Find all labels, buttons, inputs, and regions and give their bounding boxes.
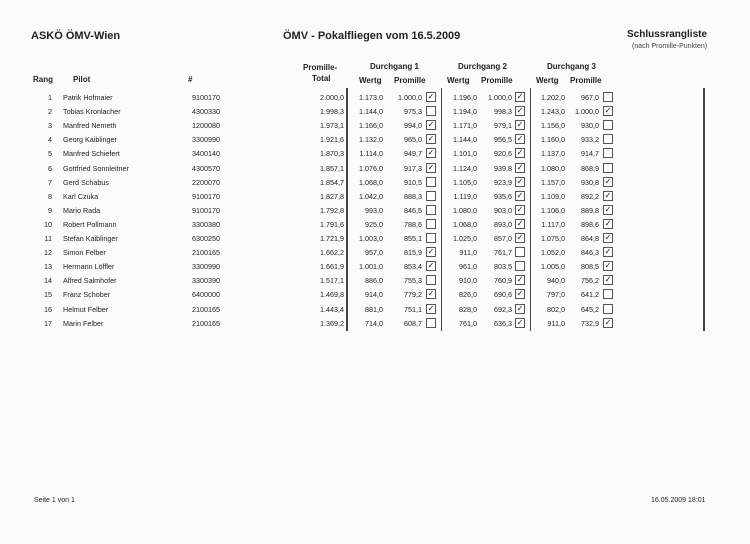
row-round1-promille: 855,1 [404, 234, 422, 243]
round1-counted-checkbox[interactable] [426, 148, 436, 158]
row-round1-score: 1.166,0 [359, 121, 383, 131]
row-round1-promille: 853,4 [404, 262, 422, 272]
page-count: Seite 1 von 1 [34, 497, 75, 504]
checkmark-icon: ✓ [427, 261, 435, 271]
row-round1-score: 957,0 [365, 248, 383, 258]
row-rank: 17 [44, 318, 52, 328]
round1-counted-checkbox[interactable] [426, 92, 436, 102]
round1-score-header: Wertg [359, 76, 382, 85]
checkmark-icon: ✓ [427, 303, 435, 313]
row-round1-promille: 917,3 [404, 163, 422, 173]
row-round1-score: 925,0 [365, 219, 383, 229]
row-pilot: Georg Kaiblinger [63, 135, 117, 145]
row-total: 1.998,3 [320, 107, 344, 117]
final-ranking-title: Schlussrangliste [627, 29, 708, 40]
row-round2-promille: 956,5 [494, 135, 512, 145]
row-round1-score: 1.003,0 [359, 234, 383, 243]
row-round2-promille: 923,9 [494, 177, 512, 187]
row-round3-promille: 914,7 [581, 149, 599, 159]
round3-counted-checkbox[interactable] [603, 318, 613, 328]
page-title: ÖMV - Pokalfliegen vom 16.5.2009 [283, 30, 461, 42]
row-pilot: Marin Felber [63, 318, 104, 328]
round3-counted-checkbox[interactable] [603, 275, 613, 285]
row-round3-score: 1.160,0 [541, 135, 565, 145]
checkmark-icon: ✓ [516, 303, 524, 313]
table-row [0, 273, 750, 287]
row-round1-promille: 1.000,0 [398, 93, 422, 102]
round1-counted-checkbox[interactable] [426, 120, 436, 130]
checkmark-icon: ✓ [604, 275, 612, 285]
row-round1-score: 1.114,0 [359, 149, 383, 159]
table-row [0, 146, 750, 160]
row-round2-score: 1.101,0 [453, 149, 477, 159]
row-round1-promille: 846,5 [404, 205, 422, 215]
row-round1-score: 1.001,0 [359, 262, 383, 272]
round2-counted-checkbox[interactable] [515, 304, 525, 314]
table-row [0, 161, 750, 175]
col-number-header: # [188, 75, 193, 84]
row-total: 1.369,2 [320, 318, 344, 328]
table-row [0, 287, 750, 301]
checkmark-icon: ✓ [427, 92, 435, 101]
round3-counted-checkbox[interactable] [603, 191, 613, 201]
row-round3-promille: 645,2 [581, 304, 599, 314]
row-round1-score: 1.076,0 [359, 163, 383, 173]
row-round2-promille: 857,0 [494, 234, 512, 243]
round3-counted-checkbox[interactable] [603, 247, 613, 257]
round3-promille-header: Promille [570, 76, 602, 85]
row-round1-promille: 788,6 [404, 219, 422, 229]
row-pilot: Mario Rada [63, 205, 101, 215]
row-round1-score: 1.068,0 [359, 177, 383, 187]
round1-counted-checkbox[interactable] [426, 233, 436, 243]
row-round1-score: 1.042,0 [359, 191, 383, 201]
row-round2-score: 1.025,0 [453, 234, 477, 243]
checkmark-icon: ✓ [427, 247, 435, 257]
row-pilot: Helmut Felber [63, 304, 109, 314]
row-round2-promille: 690,6 [494, 290, 512, 300]
row-rank: 15 [44, 290, 52, 300]
round3-counted-checkbox[interactable] [603, 177, 613, 187]
row-round3-score: 1.052,0 [541, 248, 565, 258]
round3-counted-checkbox[interactable] [603, 134, 613, 144]
row-round2-score: 911,0 [459, 248, 477, 258]
round3-counted-checkbox[interactable] [603, 261, 613, 271]
row-rank: 14 [44, 276, 52, 286]
round2-counted-checkbox[interactable] [515, 120, 525, 130]
row-pilot: Stefan Kaiblinger [63, 234, 118, 243]
round2-counted-checkbox[interactable] [515, 177, 525, 187]
round2-header: Durchgang 2 [458, 62, 507, 71]
round3-counted-checkbox[interactable] [603, 304, 613, 314]
round1-counted-checkbox[interactable] [426, 134, 436, 144]
row-round2-score: 1.068,0 [453, 219, 477, 229]
row-round3-promille: 898,6 [581, 219, 599, 229]
row-number: 3300990 [192, 135, 220, 145]
row-round3-score: 1.005,0 [541, 262, 565, 272]
row-number: 9100170 [192, 93, 220, 102]
row-total: 1.857,1 [320, 163, 344, 173]
row-rank: 7 [48, 177, 52, 187]
row-rank: 2 [48, 107, 52, 117]
club-name: ASKÖ ÖMV-Wien [31, 30, 121, 42]
checkmark-icon: ✓ [516, 92, 524, 101]
round2-counted-checkbox[interactable] [515, 205, 525, 215]
round3-counted-checkbox[interactable] [603, 163, 613, 173]
checkmark-icon: ✓ [604, 106, 612, 116]
row-round2-score: 1.171,0 [453, 121, 477, 131]
round2-counted-checkbox[interactable] [515, 163, 525, 173]
checkmark-icon: ✓ [516, 233, 524, 242]
row-round3-promille: 930,0 [581, 121, 599, 131]
checkmark-icon: ✓ [604, 176, 612, 186]
round2-promille-header: Promille [481, 76, 513, 85]
round1-counted-checkbox[interactable] [426, 205, 436, 215]
checkmark-icon: ✓ [604, 317, 612, 327]
row-pilot: Gottfried Sonnleitner [63, 163, 129, 173]
row-round2-score: 961,0 [459, 262, 477, 272]
round2-counted-checkbox[interactable] [515, 275, 525, 285]
row-round2-score: 1.119,0 [453, 191, 477, 201]
round2-counted-checkbox[interactable] [515, 191, 525, 201]
row-round3-score: 940,0 [547, 276, 565, 286]
round2-counted-checkbox[interactable] [515, 261, 525, 271]
row-round3-promille: 892,2 [581, 191, 599, 201]
row-round2-promille: 920,6 [494, 149, 512, 159]
row-round3-score: 802,0 [547, 304, 565, 314]
row-round2-promille: 692,3 [494, 304, 512, 314]
row-round3-score: 797,0 [547, 290, 565, 300]
row-round3-score: 1.137,0 [541, 149, 565, 159]
round3-counted-checkbox[interactable] [603, 92, 613, 102]
checkmark-icon: ✓ [427, 289, 435, 299]
checkmark-icon: ✓ [604, 218, 612, 228]
checkmark-icon: ✓ [427, 134, 435, 144]
row-number: 2100165 [192, 248, 220, 258]
checkmark-icon: ✓ [604, 190, 612, 200]
table-row [0, 231, 750, 245]
row-round1-promille: 755,3 [404, 276, 422, 286]
checkmark-icon: ✓ [516, 120, 524, 130]
row-round1-score: 881,0 [365, 304, 383, 314]
row-pilot: Alfred Salmhofer [63, 276, 117, 286]
row-number: 2100165 [192, 304, 220, 314]
col-total-header-line2: Total [312, 74, 331, 83]
row-round1-score: 714,0 [365, 318, 383, 328]
row-rank: 10 [44, 219, 52, 229]
round2-counted-checkbox[interactable] [515, 247, 525, 257]
row-round3-score: 1.075,0 [541, 234, 565, 243]
row-number: 9100170 [192, 191, 220, 201]
row-round2-score: 1.194,0 [453, 107, 477, 117]
row-round1-promille: 975,3 [404, 107, 422, 117]
row-round1-score: 1.132,0 [359, 135, 383, 145]
row-round2-score: 1.124,0 [453, 163, 477, 173]
round1-counted-checkbox[interactable] [426, 163, 436, 173]
round1-counted-checkbox[interactable] [426, 304, 436, 314]
round2-counted-checkbox[interactable] [515, 148, 525, 158]
round1-counted-checkbox[interactable] [426, 318, 436, 328]
round3-counted-checkbox[interactable] [603, 233, 613, 243]
row-round2-score: 1.144,0 [453, 135, 477, 145]
round3-header: Durchgang 3 [547, 62, 596, 71]
row-rank: 5 [48, 149, 52, 159]
row-round2-score: 828,0 [459, 304, 477, 314]
row-number: 3400140 [192, 149, 220, 159]
row-total: 2.000,0 [320, 93, 344, 102]
row-number: 3300380 [192, 219, 220, 229]
col-rank-header: Rang [33, 75, 53, 84]
row-round1-promille: 910,5 [404, 177, 422, 187]
row-round3-promille: 732,9 [581, 318, 599, 328]
row-round2-promille: 998,3 [494, 107, 512, 117]
checkmark-icon: ✓ [604, 233, 612, 242]
table-row [0, 118, 750, 132]
round3-counted-checkbox[interactable] [603, 219, 613, 229]
row-round3-promille: 864,8 [581, 234, 599, 243]
row-rank: 12 [44, 248, 52, 258]
row-round3-promille: 930,8 [581, 177, 599, 187]
row-total: 1.661,9 [320, 262, 344, 272]
row-number: 4300330 [192, 107, 220, 117]
row-pilot: Tobias Kronlacher [63, 107, 121, 117]
row-total: 1.854,7 [320, 177, 344, 187]
row-total: 1.662,2 [320, 248, 344, 258]
row-total: 1.791,6 [320, 219, 344, 229]
row-pilot: Patrik Hofmaier [63, 93, 113, 102]
table-row [0, 302, 750, 316]
round2-counted-checkbox[interactable] [515, 219, 525, 229]
round2-counted-checkbox[interactable] [515, 289, 525, 299]
row-round3-promille: 933,2 [581, 135, 599, 145]
row-round2-promille: 761,7 [494, 248, 512, 258]
checkmark-icon: ✓ [427, 162, 435, 172]
row-round2-promille: 1.000,0 [488, 93, 512, 102]
round3-counted-checkbox[interactable] [603, 148, 613, 158]
row-pilot: Hermann Löffler [63, 262, 115, 272]
row-total: 1.973,1 [320, 121, 344, 131]
row-total: 1.792,8 [320, 205, 344, 215]
checkmark-icon: ✓ [604, 247, 612, 257]
round1-counted-checkbox[interactable] [426, 177, 436, 187]
row-round3-score: 1.117,0 [541, 219, 565, 229]
row-total: 1.469,8 [320, 290, 344, 300]
row-round1-score: 886,0 [365, 276, 383, 286]
round2-score-header: Wertg [447, 76, 470, 85]
round2-counted-checkbox[interactable] [515, 92, 525, 102]
row-pilot: Gerd Schabus [63, 177, 109, 187]
row-number: 3300990 [192, 262, 220, 272]
row-round2-promille: 903,0 [494, 205, 512, 215]
row-round1-score: 993,0 [365, 205, 383, 215]
row-rank: 9 [48, 205, 52, 215]
checkmark-icon: ✓ [516, 176, 524, 186]
round3-counted-checkbox[interactable] [603, 106, 613, 116]
row-total: 1.827,8 [320, 191, 344, 201]
row-number: 9100170 [192, 205, 220, 215]
row-round2-promille: 760,9 [494, 276, 512, 286]
round3-counted-checkbox[interactable] [603, 205, 613, 215]
row-round3-promille: 967,0 [581, 93, 599, 102]
table-row [0, 217, 750, 231]
col-pilot-header: Pilot [73, 75, 91, 84]
round1-counted-checkbox[interactable] [426, 289, 436, 299]
row-rank: 6 [48, 163, 52, 173]
table-row [0, 90, 750, 104]
row-round2-score: 826,0 [459, 290, 477, 300]
row-round3-score: 1.156,0 [541, 121, 565, 131]
round1-promille-header: Promille [394, 76, 426, 85]
row-pilot: Manfred Schiefert [63, 149, 120, 159]
row-rank: 4 [48, 135, 52, 145]
row-round1-promille: 608,7 [404, 318, 422, 328]
row-rank: 8 [48, 191, 52, 201]
row-pilot: Robert Pollmann [63, 219, 117, 229]
row-round3-score: 1.157,0 [541, 177, 565, 187]
row-number: 2200070 [192, 177, 220, 187]
row-round3-promille: 1.000,0 [575, 107, 599, 117]
row-rank: 1 [48, 93, 52, 102]
checkmark-icon: ✓ [516, 275, 524, 285]
row-round1-promille: 888,3 [404, 191, 422, 201]
row-round2-score: 761,0 [459, 318, 477, 328]
row-number: 4300570 [192, 163, 220, 173]
checkmark-icon: ✓ [516, 289, 524, 299]
round1-header: Durchgang 1 [370, 62, 419, 71]
row-round2-promille: 979,1 [494, 121, 512, 131]
row-round1-score: 914,0 [365, 290, 383, 300]
row-total: 1.921,6 [320, 135, 344, 145]
final-ranking-subtitle: (nach Promille-Punkten) [632, 43, 708, 50]
col-total-header-line1: Promille- [303, 63, 338, 72]
row-round3-score: 1.202,0 [541, 93, 565, 102]
checkmark-icon: ✓ [516, 317, 524, 327]
row-rank: 16 [44, 304, 52, 314]
checkmark-icon: ✓ [516, 190, 524, 200]
checkmark-icon: ✓ [516, 148, 524, 158]
table-row [0, 132, 750, 146]
round1-counted-checkbox[interactable] [426, 106, 436, 116]
row-round1-promille: 949,7 [404, 149, 422, 159]
round3-score-header: Wertg [536, 76, 559, 85]
row-round1-score: 1.173,0 [359, 93, 383, 102]
row-pilot: Franz Schober [63, 290, 111, 300]
row-round3-promille: 756,2 [581, 276, 599, 286]
row-number: 6300250 [192, 234, 220, 243]
row-round3-score: 911,0 [547, 318, 565, 328]
checkmark-icon: ✓ [516, 106, 524, 116]
row-number: 2100165 [192, 318, 220, 328]
row-total: 1.870,3 [320, 149, 344, 159]
row-round2-promille: 636,3 [494, 318, 512, 328]
row-pilot: Manfred Nemeth [63, 121, 117, 131]
row-number: 3300390 [192, 276, 220, 286]
row-rank: 11 [44, 234, 52, 243]
table-row [0, 316, 750, 330]
row-round3-promille: 889,8 [581, 205, 599, 215]
row-round2-promille: 935,6 [494, 191, 512, 201]
row-round3-score: 1.243,0 [541, 107, 565, 117]
round1-counted-checkbox[interactable] [426, 191, 436, 201]
row-round1-promille: 965,0 [404, 135, 422, 145]
row-round3-promille: 641,2 [581, 290, 599, 300]
row-round1-promille: 779,2 [404, 290, 422, 300]
checkmark-icon: ✓ [604, 204, 612, 214]
table-row [0, 175, 750, 189]
row-round3-score: 1.080,0 [541, 163, 565, 173]
round1-counted-checkbox[interactable] [426, 219, 436, 229]
row-pilot: Simon Felber [63, 248, 106, 258]
checkmark-icon: ✓ [427, 120, 435, 130]
row-round2-score: 910,0 [459, 276, 477, 286]
row-number: 6400000 [192, 290, 220, 300]
checkmark-icon: ✓ [516, 204, 524, 214]
row-rank: 3 [48, 121, 52, 131]
checkmark-icon: ✓ [516, 134, 524, 144]
row-round3-promille: 846,3 [581, 248, 599, 258]
round1-counted-checkbox[interactable] [426, 275, 436, 285]
round3-counted-checkbox[interactable] [603, 120, 613, 130]
row-total: 1.517,1 [320, 276, 344, 286]
row-round3-promille: 868,9 [581, 163, 599, 173]
table-row [0, 104, 750, 118]
print-timestamp: 16.05.2009 18:01 [651, 497, 706, 504]
round2-counted-checkbox[interactable] [515, 318, 525, 328]
checkmark-icon: ✓ [516, 218, 524, 228]
row-round2-score: 1.105,0 [453, 177, 477, 187]
round1-counted-checkbox[interactable] [426, 261, 436, 271]
row-total: 1.443,4 [320, 304, 344, 314]
row-round1-promille: 751,1 [404, 304, 422, 314]
checkmark-icon: ✓ [604, 261, 612, 271]
row-round3-promille: 808,5 [581, 262, 599, 272]
row-round2-score: 1.080,0 [453, 205, 477, 215]
checkmark-icon: ✓ [516, 162, 524, 172]
row-round1-score: 1.144,0 [359, 107, 383, 117]
row-round3-score: 1.109,0 [541, 191, 565, 201]
round2-counted-checkbox[interactable] [515, 106, 525, 116]
row-round2-promille: 803,5 [494, 262, 512, 272]
row-round1-promille: 815,9 [404, 248, 422, 258]
row-round1-promille: 994,0 [404, 121, 422, 131]
round2-counted-checkbox[interactable] [515, 134, 525, 144]
table-row [0, 245, 750, 259]
row-number: 1200080 [192, 121, 220, 131]
row-total: 1.721,9 [320, 234, 344, 243]
row-round3-score: 1.106,0 [541, 205, 565, 215]
round3-counted-checkbox[interactable] [603, 289, 613, 299]
row-round2-promille: 893,0 [494, 219, 512, 229]
row-round2-promille: 939,8 [494, 163, 512, 173]
row-pilot: Karl Czuka [63, 191, 99, 201]
round1-counted-checkbox[interactable] [426, 247, 436, 257]
checkmark-icon: ✓ [427, 148, 435, 158]
round2-counted-checkbox[interactable] [515, 233, 525, 243]
table-row [0, 189, 750, 203]
table-row [0, 203, 750, 217]
row-rank: 13 [44, 262, 52, 272]
row-round2-score: 1.196,0 [453, 93, 477, 102]
table-row [0, 259, 750, 273]
